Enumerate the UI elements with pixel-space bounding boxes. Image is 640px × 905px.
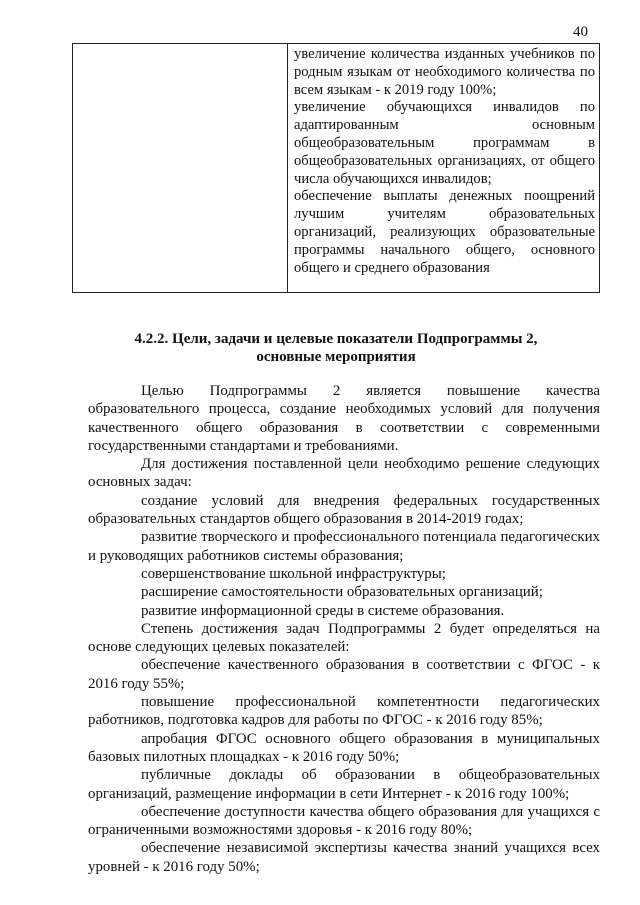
- list-item: повышение профессиональной компетентности педагогических работников, подготовка кадров для работы по ФГОС - к 2016 году 85%;: [88, 694, 600, 729]
- table-left-cell: [73, 44, 288, 292]
- table-paragraph: обеспечение выплаты денежных поощрений лучшим учителям образовательных организаций, реализующих образовательные программы начального общего, основного общего и среднего образования: [294, 188, 595, 276]
- table-paragraph: увеличение обучающихся инвалидов по адаптированным основным общеобразовательным программам в общеобразовательных организациях, от общего числа обучающихся инвалидов;: [294, 99, 595, 187]
- list-item: публичные доклады об образовании в общеобразовательных организаций, размещение информации в сети Интернет - к 2016 году 100%;: [88, 767, 600, 802]
- list-item: апробация ФГОС основного общего образования в муниципальных базовых пилотных площадках - к 2016 году 50%;: [88, 730, 600, 765]
- paragraph: Целью Подпрограммы 2 является повышение качества образовательного процесса, создание необходимых условий для получения качественного общего образования в соответствии с современными государственными стандартами и требованиями.: [88, 383, 600, 454]
- section-heading-line2: основные мероприятия: [256, 349, 416, 365]
- paragraph: Для достижения поставленной цели необходимо решение следующих основных задач:: [88, 456, 600, 491]
- page-number: 40: [573, 24, 588, 40]
- list-item: обеспечение доступности качества общего образования для учащихся с ограниченными возможностями здоровья - к 2016 году 80%;: [88, 803, 600, 839]
- table-right-cell: [288, 44, 599, 292]
- list-item: развитие информационной среды в системе образования.: [141, 602, 505, 619]
- section-heading: [72, 330, 600, 366]
- table: [72, 43, 600, 293]
- list-item: расширение самостоятельности образовательных организаций;: [141, 584, 543, 601]
- table-paragraph: увеличение количества изданных учебников по родным языкам от необходимого количества по всем языкам - к 2019 году 100%;: [294, 46, 595, 98]
- body-text: [88, 382, 600, 876]
- list-item: обеспечение независимой экспертизы качества знаний учащихся всех уровней - к 2016 году 50%;: [88, 840, 600, 875]
- section-heading-line1: 4.2.2. Цели, задачи и целевые показатели Подпрограммы 2,: [134, 331, 538, 347]
- list-item: развитие творческого и профессионального потенциала педагогических и руководящих работников системы образования;: [88, 529, 600, 564]
- list-item: обеспечение качественного образования в соответствии с ФГОС - к 2016 году 55%;: [88, 657, 600, 692]
- paragraph: Степень достижения задач Подпрограммы 2 будет определяться на основе следующих целевых показателей:: [88, 620, 600, 656]
- list-item: совершенствование школьной инфраструктуры;: [141, 565, 446, 582]
- list-item: создание условий для внедрения федеральных государственных образовательных стандартов общего образования в 2014-2019 годах;: [88, 492, 600, 528]
